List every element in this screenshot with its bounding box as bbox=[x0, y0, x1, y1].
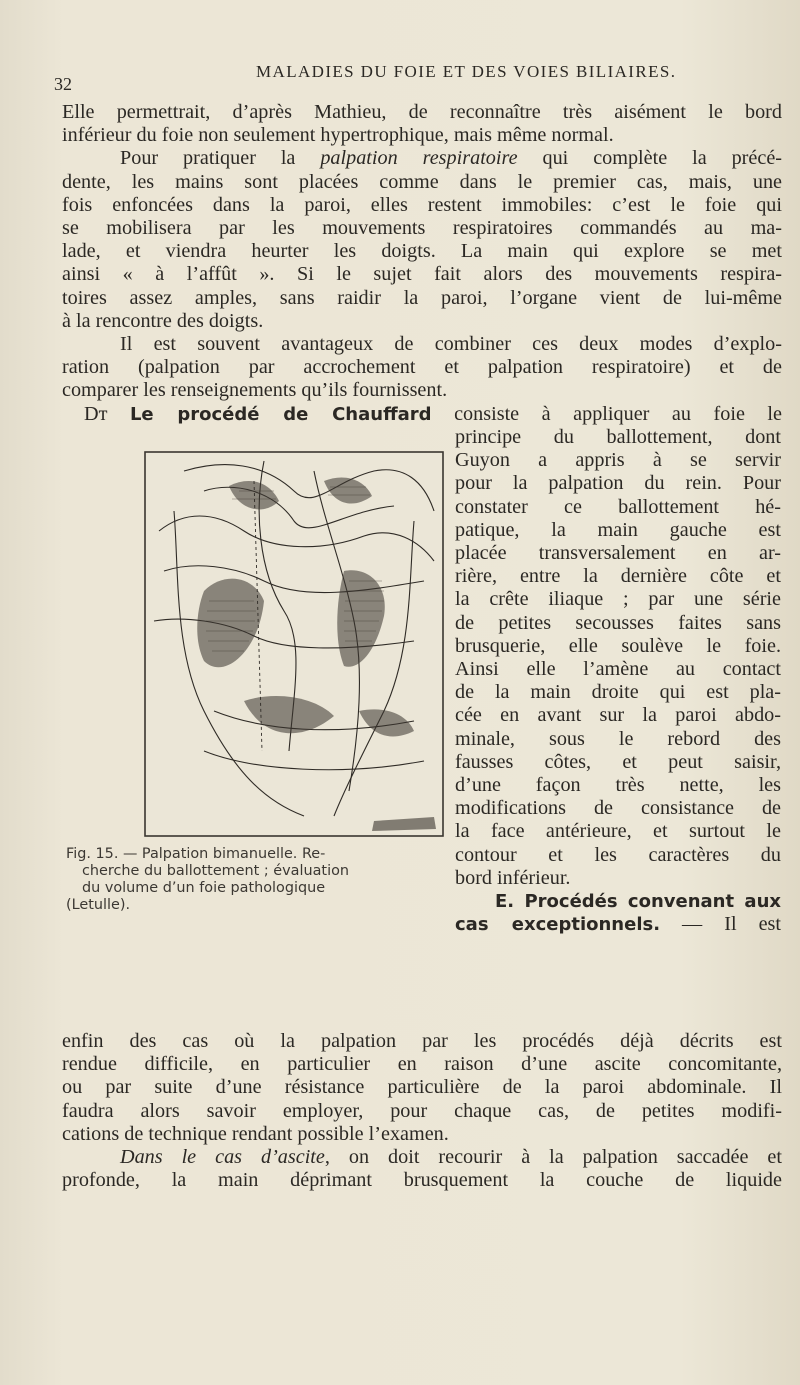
text-line: constater ce ballottement hé- bbox=[455, 495, 781, 518]
text-line: Ainsi elle l’amène au contact bbox=[455, 658, 781, 681]
text-line: minale, sous le rebord des bbox=[455, 727, 781, 750]
text-line: principe du ballottement, dont bbox=[455, 426, 781, 448]
text-span: Pour pratiquer la bbox=[120, 147, 321, 170]
text-line: inférieur du foie non seulement hypertrophique, mais même normal. bbox=[62, 124, 614, 147]
running-head: MALADIES DU FOIE ET DES VOIES BILIAIRES. bbox=[256, 62, 677, 81]
text-span: consiste à appliquer au foie le bbox=[431, 402, 783, 425]
text-line: Guyon a appris à se servir bbox=[455, 449, 781, 472]
caption-line: (Letulle). bbox=[66, 897, 131, 913]
text-line: cations de technique rendant possible l’examen. bbox=[62, 1122, 449, 1145]
italic-term: Dans le cas d’ascite bbox=[120, 1146, 325, 1169]
text-line: se mobilisera par les mouvements respiratoires commandés au ma- bbox=[62, 217, 782, 240]
text-line: toires assez amples, sans raidir la paroi, l’organe vient de lui-même bbox=[62, 286, 782, 309]
text-line: pour la palpation du rein. Pour bbox=[455, 472, 781, 495]
section-e-heading-text: cas exceptionnels. bbox=[455, 914, 661, 936]
text-span: qui complète la précé- bbox=[517, 147, 782, 170]
figure-caption bbox=[66, 846, 446, 914]
text-line: Il est souvent avantageux de combiner ces deux modes d’explo- bbox=[120, 333, 782, 356]
text-line: de petites secousses faites sans bbox=[455, 611, 781, 634]
section-d-line bbox=[62, 403, 782, 426]
section-marker: Dт bbox=[84, 402, 108, 425]
text-line: de la main droite qui est pla- bbox=[455, 681, 781, 704]
section-d-heading: Le procédé de Chauffard bbox=[129, 403, 432, 425]
text-line: d’une façon très nette, les bbox=[455, 774, 781, 797]
text-line: ou par suite d’une résistance particulière de la paroi abdominale. Il bbox=[62, 1076, 782, 1099]
text-line: Elle permettrait, d’après Mathieu, de reconnaître très aisément le bord bbox=[62, 101, 782, 123]
text-span: — Il est bbox=[660, 913, 782, 936]
section-e-line bbox=[455, 913, 781, 936]
caption-line: du volume d’un foie pathologique bbox=[82, 880, 326, 896]
text-line: la face antérieure, et surtout le bbox=[455, 820, 781, 843]
text-line bbox=[62, 147, 782, 170]
italic-term: palpation respiratoire bbox=[320, 147, 518, 170]
text-line: rière, entre la dernière côte et bbox=[455, 565, 781, 588]
page-number: 32 bbox=[54, 74, 72, 94]
text-line: placée transversalement en ar- bbox=[455, 542, 781, 565]
text-line: comparer les renseignements qu’ils fournissent. bbox=[62, 379, 448, 402]
caption-line: Fig. 15. — Palpation bimanuelle. Re- bbox=[66, 846, 326, 862]
top-text bbox=[62, 101, 782, 426]
text-line: profonde, la main déprimant brusquement la couche de liquide bbox=[62, 1169, 782, 1192]
text-line: enfin des cas où la palpation par les procédés déjà décrits est bbox=[62, 1030, 782, 1052]
section-e-heading bbox=[455, 890, 781, 913]
text-line: cée en avant sur la paroi abdo- bbox=[455, 704, 781, 727]
text-line: lade, et viendra heurter les doigts. La main qui explore se met bbox=[62, 240, 782, 263]
side-text bbox=[455, 426, 781, 936]
text-line: contour et les caractères du bbox=[455, 843, 781, 866]
text-line: rendue difficile, en particulier en raison d’une ascite concomitante, bbox=[62, 1053, 782, 1076]
text-line: dente, les mains sont placées comme dans le premier cas, mais, une bbox=[62, 170, 782, 193]
page-header bbox=[54, 52, 794, 94]
caption-line: cherche du ballottement ; évaluation bbox=[82, 863, 349, 879]
bottom-text bbox=[62, 1030, 782, 1192]
text-line: bord inférieur. bbox=[455, 866, 571, 889]
section-e-heading-text: E. Procédés convenant aux bbox=[495, 891, 781, 913]
text-line: fois enfoncées dans la paroi, elles restent immobiles: c’est le foie qui bbox=[62, 193, 782, 216]
text-line: faudra alors savoir employer, pour chaque cas, de petites modifi- bbox=[62, 1099, 782, 1122]
text-line: à la rencontre des doigts. bbox=[62, 309, 264, 332]
text-line: la crête iliaque ; par une série bbox=[455, 588, 781, 611]
text-line: ainsi « à l’affût ». Si le sujet fait alors des mouvements respira- bbox=[62, 263, 782, 286]
text-line: fausses côtes, et peut saisir, bbox=[455, 750, 781, 773]
text-line: patique, la main gauche est bbox=[455, 518, 781, 541]
text-line: ration (palpation par accrochement et palpation respiratoire) et de bbox=[62, 356, 782, 379]
liver-palpation-figure bbox=[144, 451, 444, 837]
text-line: modifications de consistance de bbox=[455, 797, 781, 820]
text-span: , on doit recourir à la palpation saccadée et bbox=[324, 1146, 782, 1169]
text-line: brusquerie, elle soulève le foie. bbox=[455, 634, 781, 657]
text-line bbox=[62, 1146, 782, 1169]
